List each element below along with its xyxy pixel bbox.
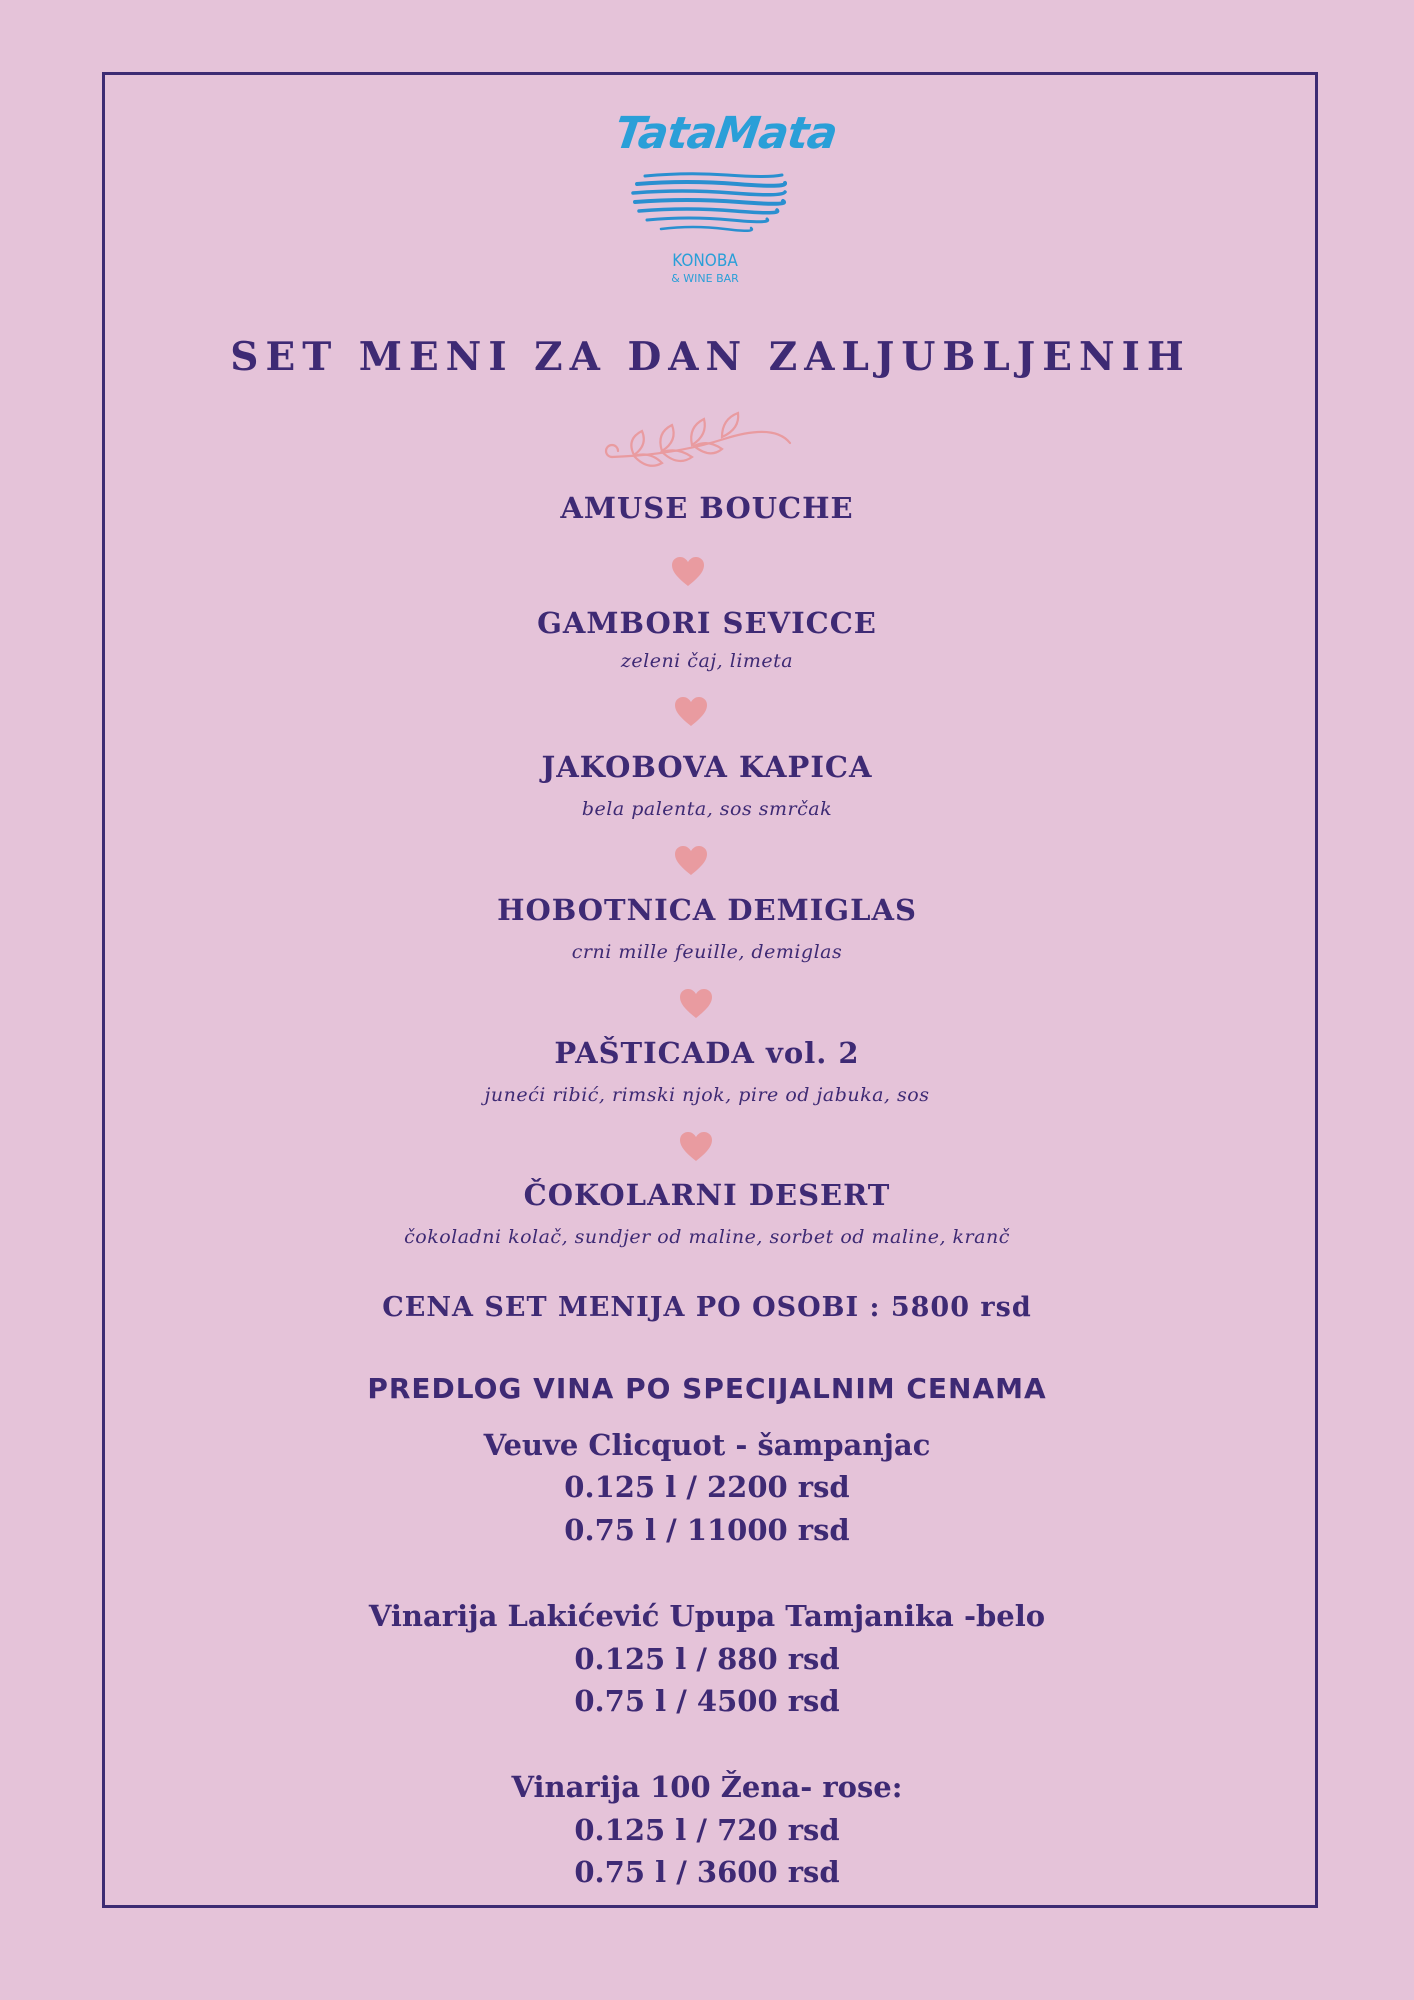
course-description: crni mille feuille, demiglas	[571, 941, 843, 963]
course-name: GAMBORI SEVICCE	[537, 606, 877, 640]
wine-glass-price: 0.125 l / 2200 rsd	[564, 1470, 850, 1504]
course-description: juneći ribić, rimski njok, pire od jabuka, sos	[484, 1084, 930, 1106]
page-title: SET MENI ZA DAN ZALJUBLJENIH	[230, 334, 1191, 380]
heart-icon	[678, 988, 714, 1020]
course-name: JAKOBOVA KAPICA	[541, 750, 873, 784]
heart-icon	[678, 1131, 714, 1163]
logo-waves-icon	[627, 170, 787, 242]
wine-glass-price: 0.125 l / 880 rsd	[574, 1642, 840, 1676]
heart-icon	[670, 556, 706, 588]
course-name: ČOKOLARNI DESERT	[523, 1178, 891, 1212]
logo	[611, 108, 841, 308]
olive-branch-icon	[604, 405, 794, 475]
wine-name: Veuve Clicquot - šampanjac	[483, 1428, 931, 1462]
wine-name: Vinarija Lakićević Upupa Tamjanika -belo	[368, 1599, 1046, 1633]
wine-name: Vinarija 100 Žena- rose:	[511, 1770, 903, 1804]
heart-icon	[673, 845, 709, 877]
logo-line-konoba: KONOBA	[672, 251, 738, 271]
wine-glass-price: 0.125 l / 720 rsd	[574, 1813, 840, 1847]
wine-heading: PREDLOG VINA PO SPECIJALNIM CENAMA	[367, 1372, 1047, 1405]
set-menu-price: CENA SET MENIJA PO OSOBI : 5800 rsd	[382, 1292, 1032, 1323]
course-name: PAŠTICADA vol. 2	[554, 1036, 860, 1070]
course-description: bela palenta, sos smrčak	[581, 798, 833, 820]
course-name: AMUSE BOUCHE	[560, 491, 854, 525]
course-description: zeleni čaj, limeta	[620, 650, 794, 672]
logo-line-wine-bar: & WINE BAR	[671, 272, 739, 285]
logo-script: TataMata	[611, 108, 841, 159]
heart-icon	[673, 696, 709, 728]
wine-bottle-price: 0.75 l / 4500 rsd	[574, 1684, 840, 1718]
wine-bottle-price: 0.75 l / 3600 rsd	[574, 1855, 840, 1889]
course-name: HOBOTNICA DEMIGLAS	[497, 893, 917, 927]
wine-bottle-price: 0.75 l / 11000 rsd	[564, 1513, 850, 1547]
course-description: čokoladni kolač, sundjer od maline, sorbet od maline, kranč	[404, 1226, 1010, 1248]
